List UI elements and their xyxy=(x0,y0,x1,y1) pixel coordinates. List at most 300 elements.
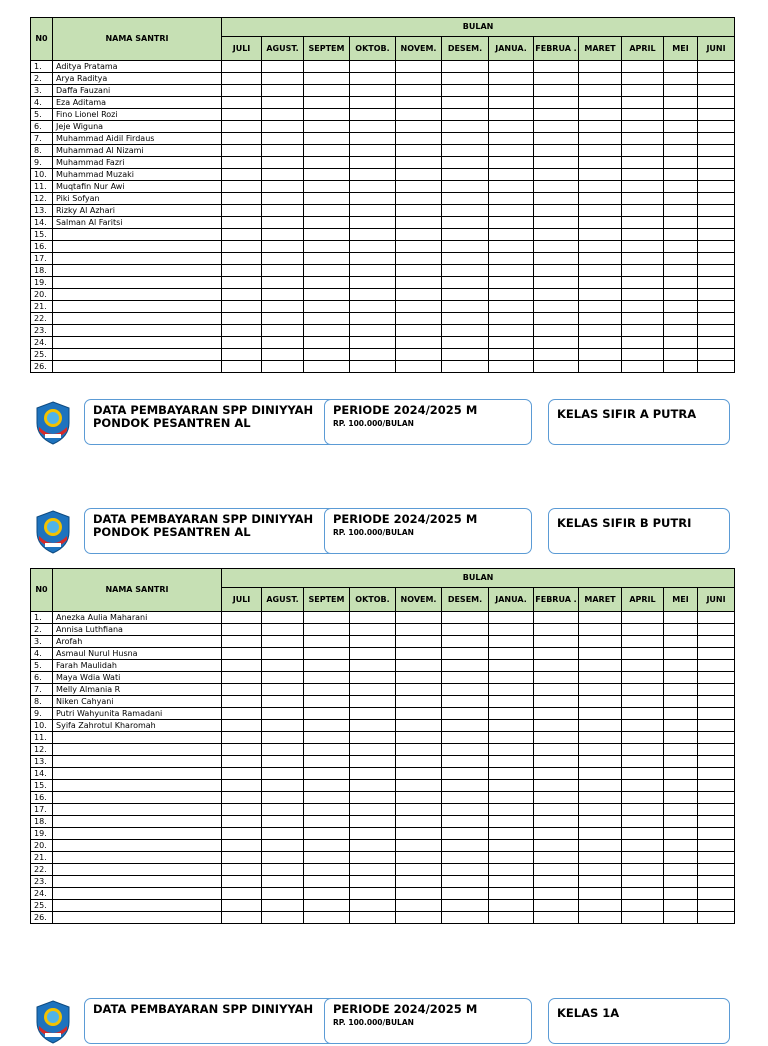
payment-cell[interactable] xyxy=(396,864,442,876)
payment-cell[interactable] xyxy=(262,349,304,361)
payment-cell[interactable] xyxy=(222,61,262,73)
payment-cell[interactable] xyxy=(698,289,735,301)
payment-cell[interactable] xyxy=(698,720,735,732)
payment-cell[interactable] xyxy=(304,744,350,756)
payment-cell[interactable] xyxy=(579,900,622,912)
payment-cell[interactable] xyxy=(534,337,579,349)
payment-cell[interactable] xyxy=(664,852,698,864)
payment-cell[interactable] xyxy=(698,684,735,696)
payment-cell[interactable] xyxy=(396,181,442,193)
payment-cell[interactable] xyxy=(222,828,262,840)
payment-cell[interactable] xyxy=(350,756,396,768)
payment-cell[interactable] xyxy=(534,109,579,121)
payment-cell[interactable] xyxy=(222,804,262,816)
payment-cell[interactable] xyxy=(534,672,579,684)
payment-cell[interactable] xyxy=(350,636,396,648)
payment-cell[interactable] xyxy=(489,876,534,888)
payment-cell[interactable] xyxy=(350,169,396,181)
payment-cell[interactable] xyxy=(222,253,262,265)
payment-cell[interactable] xyxy=(698,145,735,157)
payment-cell[interactable] xyxy=(222,241,262,253)
payment-cell[interactable] xyxy=(442,85,489,97)
payment-cell[interactable] xyxy=(304,85,350,97)
payment-cell[interactable] xyxy=(442,624,489,636)
payment-cell[interactable] xyxy=(489,720,534,732)
payment-cell[interactable] xyxy=(304,181,350,193)
payment-cell[interactable] xyxy=(664,361,698,373)
payment-cell[interactable] xyxy=(396,840,442,852)
payment-cell[interactable] xyxy=(262,780,304,792)
payment-cell[interactable] xyxy=(534,816,579,828)
payment-cell[interactable] xyxy=(664,840,698,852)
payment-cell[interactable] xyxy=(442,301,489,313)
payment-cell[interactable] xyxy=(622,816,664,828)
payment-cell[interactable] xyxy=(622,912,664,924)
payment-cell[interactable] xyxy=(698,756,735,768)
payment-cell[interactable] xyxy=(350,744,396,756)
payment-cell[interactable] xyxy=(262,217,304,229)
payment-cell[interactable] xyxy=(579,828,622,840)
payment-cell[interactable] xyxy=(262,157,304,169)
payment-cell[interactable] xyxy=(489,181,534,193)
payment-cell[interactable] xyxy=(304,756,350,768)
payment-cell[interactable] xyxy=(222,349,262,361)
payment-cell[interactable] xyxy=(350,840,396,852)
payment-cell[interactable] xyxy=(698,133,735,145)
payment-cell[interactable] xyxy=(262,696,304,708)
payment-cell[interactable] xyxy=(489,193,534,205)
payment-cell[interactable] xyxy=(350,85,396,97)
payment-cell[interactable] xyxy=(442,361,489,373)
payment-cell[interactable] xyxy=(222,612,262,624)
payment-cell[interactable] xyxy=(622,265,664,277)
payment-cell[interactable] xyxy=(534,277,579,289)
payment-cell[interactable] xyxy=(579,672,622,684)
payment-cell[interactable] xyxy=(222,313,262,325)
payment-cell[interactable] xyxy=(622,145,664,157)
payment-cell[interactable] xyxy=(489,732,534,744)
payment-cell[interactable] xyxy=(622,337,664,349)
payment-cell[interactable] xyxy=(222,301,262,313)
payment-cell[interactable] xyxy=(698,229,735,241)
payment-cell[interactable] xyxy=(664,828,698,840)
payment-cell[interactable] xyxy=(698,181,735,193)
payment-cell[interactable] xyxy=(664,612,698,624)
payment-cell[interactable] xyxy=(304,780,350,792)
payment-cell[interactable] xyxy=(664,169,698,181)
payment-cell[interactable] xyxy=(304,145,350,157)
payment-cell[interactable] xyxy=(442,876,489,888)
payment-cell[interactable] xyxy=(579,265,622,277)
payment-cell[interactable] xyxy=(396,732,442,744)
payment-cell[interactable] xyxy=(350,133,396,145)
payment-cell[interactable] xyxy=(664,720,698,732)
payment-cell[interactable] xyxy=(664,756,698,768)
payment-cell[interactable] xyxy=(262,205,304,217)
payment-cell[interactable] xyxy=(698,217,735,229)
payment-cell[interactable] xyxy=(664,337,698,349)
payment-cell[interactable] xyxy=(622,301,664,313)
payment-cell[interactable] xyxy=(579,684,622,696)
payment-cell[interactable] xyxy=(579,181,622,193)
payment-cell[interactable] xyxy=(304,229,350,241)
payment-cell[interactable] xyxy=(396,193,442,205)
payment-cell[interactable] xyxy=(489,85,534,97)
payment-cell[interactable] xyxy=(396,816,442,828)
payment-cell[interactable] xyxy=(304,361,350,373)
payment-cell[interactable] xyxy=(698,85,735,97)
payment-cell[interactable] xyxy=(622,900,664,912)
payment-cell[interactable] xyxy=(442,253,489,265)
payment-cell[interactable] xyxy=(534,744,579,756)
payment-cell[interactable] xyxy=(534,804,579,816)
payment-cell[interactable] xyxy=(442,97,489,109)
payment-cell[interactable] xyxy=(534,756,579,768)
payment-cell[interactable] xyxy=(698,672,735,684)
payment-cell[interactable] xyxy=(698,313,735,325)
payment-cell[interactable] xyxy=(442,169,489,181)
payment-cell[interactable] xyxy=(222,660,262,672)
payment-cell[interactable] xyxy=(622,253,664,265)
payment-cell[interactable] xyxy=(489,900,534,912)
payment-cell[interactable] xyxy=(396,792,442,804)
payment-cell[interactable] xyxy=(489,73,534,85)
payment-cell[interactable] xyxy=(396,684,442,696)
payment-cell[interactable] xyxy=(664,349,698,361)
payment-cell[interactable] xyxy=(664,133,698,145)
payment-cell[interactable] xyxy=(304,804,350,816)
payment-cell[interactable] xyxy=(350,660,396,672)
payment-cell[interactable] xyxy=(396,672,442,684)
payment-cell[interactable] xyxy=(489,337,534,349)
payment-cell[interactable] xyxy=(350,193,396,205)
payment-cell[interactable] xyxy=(579,756,622,768)
payment-cell[interactable] xyxy=(489,265,534,277)
payment-cell[interactable] xyxy=(579,337,622,349)
payment-cell[interactable] xyxy=(579,85,622,97)
payment-cell[interactable] xyxy=(534,349,579,361)
payment-cell[interactable] xyxy=(579,253,622,265)
payment-cell[interactable] xyxy=(222,229,262,241)
payment-cell[interactable] xyxy=(489,241,534,253)
payment-cell[interactable] xyxy=(489,648,534,660)
payment-cell[interactable] xyxy=(442,732,489,744)
payment-cell[interactable] xyxy=(698,205,735,217)
payment-cell[interactable] xyxy=(442,157,489,169)
payment-cell[interactable] xyxy=(262,888,304,900)
payment-cell[interactable] xyxy=(350,684,396,696)
payment-cell[interactable] xyxy=(442,612,489,624)
payment-cell[interactable] xyxy=(442,840,489,852)
payment-cell[interactable] xyxy=(489,612,534,624)
payment-cell[interactable] xyxy=(622,289,664,301)
payment-cell[interactable] xyxy=(442,241,489,253)
payment-cell[interactable] xyxy=(222,744,262,756)
payment-cell[interactable] xyxy=(698,732,735,744)
payment-cell[interactable] xyxy=(579,205,622,217)
payment-cell[interactable] xyxy=(442,349,489,361)
payment-cell[interactable] xyxy=(304,720,350,732)
payment-cell[interactable] xyxy=(622,61,664,73)
payment-cell[interactable] xyxy=(262,840,304,852)
payment-cell[interactable] xyxy=(222,900,262,912)
payment-cell[interactable] xyxy=(350,792,396,804)
payment-cell[interactable] xyxy=(664,696,698,708)
payment-cell[interactable] xyxy=(222,265,262,277)
payment-cell[interactable] xyxy=(304,708,350,720)
payment-cell[interactable] xyxy=(489,696,534,708)
payment-cell[interactable] xyxy=(489,277,534,289)
payment-cell[interactable] xyxy=(396,121,442,133)
payment-cell[interactable] xyxy=(579,864,622,876)
payment-cell[interactable] xyxy=(622,660,664,672)
payment-cell[interactable] xyxy=(489,624,534,636)
payment-cell[interactable] xyxy=(442,696,489,708)
payment-cell[interactable] xyxy=(304,97,350,109)
payment-cell[interactable] xyxy=(304,876,350,888)
payment-cell[interactable] xyxy=(222,696,262,708)
payment-cell[interactable] xyxy=(698,780,735,792)
payment-cell[interactable] xyxy=(350,672,396,684)
payment-cell[interactable] xyxy=(622,852,664,864)
payment-cell[interactable] xyxy=(579,732,622,744)
payment-cell[interactable] xyxy=(262,900,304,912)
payment-cell[interactable] xyxy=(442,852,489,864)
payment-cell[interactable] xyxy=(534,97,579,109)
payment-cell[interactable] xyxy=(262,876,304,888)
payment-cell[interactable] xyxy=(664,85,698,97)
payment-cell[interactable] xyxy=(489,636,534,648)
payment-cell[interactable] xyxy=(579,636,622,648)
payment-cell[interactable] xyxy=(698,852,735,864)
payment-cell[interactable] xyxy=(622,708,664,720)
payment-cell[interactable] xyxy=(222,217,262,229)
payment-cell[interactable] xyxy=(350,804,396,816)
payment-cell[interactable] xyxy=(534,253,579,265)
payment-cell[interactable] xyxy=(579,217,622,229)
payment-cell[interactable] xyxy=(534,792,579,804)
payment-cell[interactable] xyxy=(489,289,534,301)
payment-cell[interactable] xyxy=(396,85,442,97)
payment-cell[interactable] xyxy=(622,888,664,900)
payment-cell[interactable] xyxy=(396,253,442,265)
payment-cell[interactable] xyxy=(579,804,622,816)
payment-cell[interactable] xyxy=(262,229,304,241)
payment-cell[interactable] xyxy=(262,193,304,205)
payment-cell[interactable] xyxy=(304,624,350,636)
payment-cell[interactable] xyxy=(222,708,262,720)
payment-cell[interactable] xyxy=(262,708,304,720)
payment-cell[interactable] xyxy=(664,289,698,301)
payment-cell[interactable] xyxy=(396,876,442,888)
payment-cell[interactable] xyxy=(622,73,664,85)
payment-cell[interactable] xyxy=(579,648,622,660)
payment-cell[interactable] xyxy=(664,672,698,684)
payment-cell[interactable] xyxy=(396,888,442,900)
payment-cell[interactable] xyxy=(222,816,262,828)
payment-cell[interactable] xyxy=(534,732,579,744)
payment-cell[interactable] xyxy=(664,636,698,648)
payment-cell[interactable] xyxy=(222,289,262,301)
payment-cell[interactable] xyxy=(489,672,534,684)
payment-cell[interactable] xyxy=(350,241,396,253)
payment-cell[interactable] xyxy=(304,912,350,924)
payment-cell[interactable] xyxy=(534,780,579,792)
payment-cell[interactable] xyxy=(534,301,579,313)
payment-cell[interactable] xyxy=(579,816,622,828)
payment-cell[interactable] xyxy=(489,97,534,109)
payment-cell[interactable] xyxy=(304,217,350,229)
payment-cell[interactable] xyxy=(579,109,622,121)
payment-cell[interactable] xyxy=(304,828,350,840)
payment-cell[interactable] xyxy=(489,780,534,792)
payment-cell[interactable] xyxy=(350,157,396,169)
payment-cell[interactable] xyxy=(534,876,579,888)
payment-cell[interactable] xyxy=(350,624,396,636)
payment-cell[interactable] xyxy=(664,660,698,672)
payment-cell[interactable] xyxy=(698,61,735,73)
payment-cell[interactable] xyxy=(304,792,350,804)
payment-cell[interactable] xyxy=(396,313,442,325)
payment-cell[interactable] xyxy=(304,265,350,277)
payment-cell[interactable] xyxy=(664,61,698,73)
payment-cell[interactable] xyxy=(489,313,534,325)
payment-cell[interactable] xyxy=(579,361,622,373)
payment-cell[interactable] xyxy=(262,325,304,337)
payment-cell[interactable] xyxy=(222,792,262,804)
payment-cell[interactable] xyxy=(222,73,262,85)
payment-cell[interactable] xyxy=(489,121,534,133)
payment-cell[interactable] xyxy=(262,720,304,732)
payment-cell[interactable] xyxy=(396,361,442,373)
payment-cell[interactable] xyxy=(489,229,534,241)
payment-cell[interactable] xyxy=(622,648,664,660)
payment-cell[interactable] xyxy=(396,660,442,672)
payment-cell[interactable] xyxy=(442,277,489,289)
payment-cell[interactable] xyxy=(579,852,622,864)
payment-cell[interactable] xyxy=(664,900,698,912)
payment-cell[interactable] xyxy=(622,768,664,780)
payment-cell[interactable] xyxy=(664,241,698,253)
payment-cell[interactable] xyxy=(534,361,579,373)
payment-cell[interactable] xyxy=(350,648,396,660)
payment-cell[interactable] xyxy=(262,756,304,768)
payment-cell[interactable] xyxy=(442,109,489,121)
payment-cell[interactable] xyxy=(262,109,304,121)
payment-cell[interactable] xyxy=(698,696,735,708)
payment-cell[interactable] xyxy=(664,876,698,888)
payment-cell[interactable] xyxy=(489,109,534,121)
payment-cell[interactable] xyxy=(664,301,698,313)
payment-cell[interactable] xyxy=(622,864,664,876)
payment-cell[interactable] xyxy=(489,744,534,756)
payment-cell[interactable] xyxy=(664,864,698,876)
payment-cell[interactable] xyxy=(534,73,579,85)
payment-cell[interactable] xyxy=(489,792,534,804)
payment-cell[interactable] xyxy=(442,708,489,720)
payment-cell[interactable] xyxy=(442,828,489,840)
payment-cell[interactable] xyxy=(579,780,622,792)
payment-cell[interactable] xyxy=(222,361,262,373)
payment-cell[interactable] xyxy=(622,612,664,624)
payment-cell[interactable] xyxy=(262,672,304,684)
payment-cell[interactable] xyxy=(222,157,262,169)
payment-cell[interactable] xyxy=(579,768,622,780)
payment-cell[interactable] xyxy=(222,133,262,145)
payment-cell[interactable] xyxy=(222,145,262,157)
payment-cell[interactable] xyxy=(622,624,664,636)
payment-cell[interactable] xyxy=(442,193,489,205)
payment-cell[interactable] xyxy=(664,229,698,241)
payment-cell[interactable] xyxy=(579,888,622,900)
payment-cell[interactable] xyxy=(396,205,442,217)
payment-cell[interactable] xyxy=(304,816,350,828)
payment-cell[interactable] xyxy=(262,97,304,109)
payment-cell[interactable] xyxy=(222,840,262,852)
payment-cell[interactable] xyxy=(698,828,735,840)
payment-cell[interactable] xyxy=(579,277,622,289)
payment-cell[interactable] xyxy=(534,852,579,864)
payment-cell[interactable] xyxy=(622,792,664,804)
payment-cell[interactable] xyxy=(304,289,350,301)
payment-cell[interactable] xyxy=(396,900,442,912)
payment-cell[interactable] xyxy=(222,672,262,684)
payment-cell[interactable] xyxy=(222,205,262,217)
payment-cell[interactable] xyxy=(489,840,534,852)
payment-cell[interactable] xyxy=(698,648,735,660)
payment-cell[interactable] xyxy=(262,361,304,373)
payment-cell[interactable] xyxy=(262,301,304,313)
payment-cell[interactable] xyxy=(262,265,304,277)
payment-cell[interactable] xyxy=(622,313,664,325)
payment-cell[interactable] xyxy=(262,73,304,85)
payment-cell[interactable] xyxy=(396,169,442,181)
payment-cell[interactable] xyxy=(664,792,698,804)
payment-cell[interactable] xyxy=(579,289,622,301)
payment-cell[interactable] xyxy=(222,648,262,660)
payment-cell[interactable] xyxy=(350,852,396,864)
payment-cell[interactable] xyxy=(534,840,579,852)
payment-cell[interactable] xyxy=(442,756,489,768)
payment-cell[interactable] xyxy=(350,277,396,289)
payment-cell[interactable] xyxy=(396,325,442,337)
payment-cell[interactable] xyxy=(442,816,489,828)
payment-cell[interactable] xyxy=(396,265,442,277)
payment-cell[interactable] xyxy=(698,912,735,924)
payment-cell[interactable] xyxy=(350,732,396,744)
payment-cell[interactable] xyxy=(579,744,622,756)
payment-cell[interactable] xyxy=(222,169,262,181)
payment-cell[interactable] xyxy=(622,361,664,373)
payment-cell[interactable] xyxy=(350,253,396,265)
payment-cell[interactable] xyxy=(664,181,698,193)
payment-cell[interactable] xyxy=(304,121,350,133)
payment-cell[interactable] xyxy=(698,840,735,852)
payment-cell[interactable] xyxy=(350,229,396,241)
payment-cell[interactable] xyxy=(622,193,664,205)
payment-cell[interactable] xyxy=(622,840,664,852)
payment-cell[interactable] xyxy=(489,157,534,169)
payment-cell[interactable] xyxy=(664,804,698,816)
payment-cell[interactable] xyxy=(222,325,262,337)
payment-cell[interactable] xyxy=(489,768,534,780)
payment-cell[interactable] xyxy=(396,217,442,229)
payment-cell[interactable] xyxy=(304,852,350,864)
payment-cell[interactable] xyxy=(304,337,350,349)
payment-cell[interactable] xyxy=(534,193,579,205)
payment-cell[interactable] xyxy=(304,253,350,265)
payment-cell[interactable] xyxy=(304,205,350,217)
